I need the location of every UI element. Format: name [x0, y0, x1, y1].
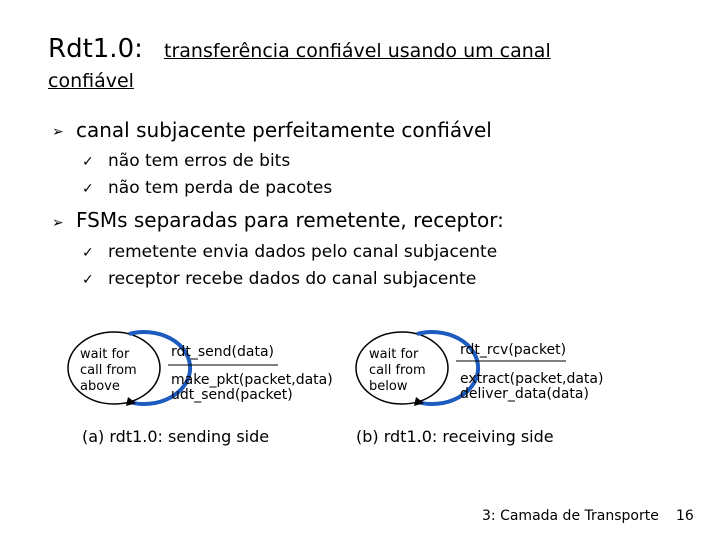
receiver-event: rdt_rcv(packet)	[460, 342, 567, 358]
bullet-1-sub-2: não tem perda de pacotes	[108, 178, 333, 198]
sender-event: rdt_send(data)	[171, 344, 275, 360]
receiver-state-line-3: below	[369, 379, 408, 394]
page-number: 16	[676, 508, 694, 524]
sender-fsm	[68, 332, 333, 446]
bullet-2: FSMs separadas para remetente, receptor:	[76, 208, 504, 232]
sender-state-line-1: wait for	[80, 347, 130, 362]
receiver-action-1: extract(packet,data)	[460, 371, 604, 387]
check-icon: ✓	[82, 181, 94, 197]
receiver-action-2: deliver_data(data)	[460, 386, 589, 402]
sender-caption: (a) rdt1.0: sending side	[82, 427, 270, 446]
receiver-fsm	[356, 332, 603, 446]
check-icon: ✓	[82, 245, 94, 261]
receiver-state-line-1: wait for	[369, 347, 419, 362]
arrow-bullet-icon: ➢	[52, 124, 64, 140]
receiver-caption: (b) rdt1.0: receiving side	[356, 427, 554, 446]
arrow-bullet-icon: ➢	[52, 215, 64, 231]
footer-section: 3: Camada de Transporte	[482, 508, 659, 524]
check-icon: ✓	[82, 154, 94, 170]
bullet-1-sub-1: não tem erros de bits	[108, 151, 291, 171]
slide-subtitle-continuation: confiável	[48, 70, 134, 92]
bullet-2-sub-1: remetente envia dados pelo canal subjacente	[108, 242, 498, 262]
receiver-state-line-2: call from	[369, 363, 426, 378]
slide-subtitle: transferência confiável usando um canal	[164, 40, 551, 62]
bullet-2-sub-2: receptor recebe dados do canal subjacente	[108, 269, 477, 289]
bullet-1: canal subjacente perfeitamente confiável	[76, 118, 492, 142]
sender-state-line-3: above	[80, 379, 120, 394]
sender-action-2: udt_send(packet)	[171, 387, 293, 403]
slide-title: Rdt1.0:	[48, 34, 143, 64]
check-icon: ✓	[82, 272, 94, 288]
sender-action-1: make_pkt(packet,data)	[171, 372, 333, 388]
sender-state-line-2: call from	[80, 363, 137, 378]
